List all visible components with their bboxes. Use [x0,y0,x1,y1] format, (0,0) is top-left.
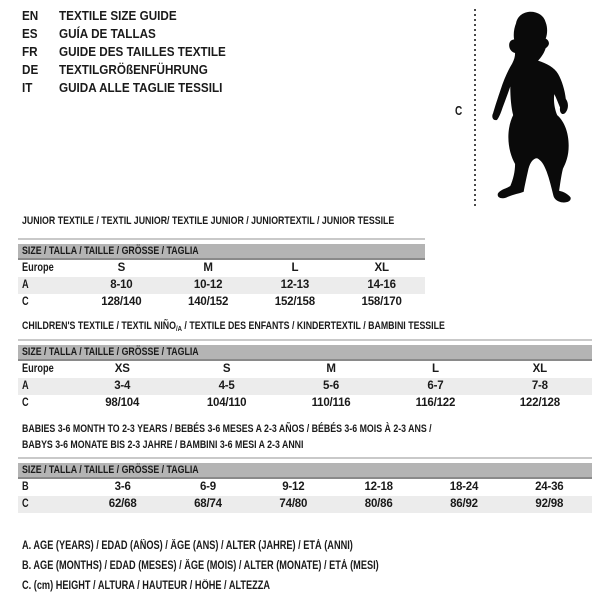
size-cell: L [432,363,439,375]
size-cell: 3-6 [114,481,131,493]
language-code: EN [22,8,39,23]
children-section-title-text [22,318,445,337]
size-cell: M [326,363,336,375]
table-header-band [18,463,592,479]
footnote-text: C. (cm) HEIGHT / ALTURA / HAUTEUR / HÖHE / ALTEZZA [22,580,271,592]
size-cell: 152/158 [274,296,315,308]
row-label-text: C [22,498,29,510]
row-label [18,294,78,311]
row-label [18,260,78,277]
size-cell: 18-24 [449,481,479,493]
row-label [18,361,70,378]
size-cell: M [203,262,213,274]
table-rows [18,361,592,412]
size-cell: 9-12 [282,481,305,493]
size-cell: 68/74 [194,498,222,510]
row-label-text: A [22,380,29,392]
footnote-text: A. AGE (YEARS) / EDAD (AÑOS) / ÂGE (ANS) / ALTER (JAHRE) / ETÀ (ANNI) [22,540,353,552]
size-cell: 110/116 [311,397,351,409]
size-cell: 74/80 [279,498,308,510]
row-label [18,496,80,513]
size-cell: 6-7 [427,380,444,392]
row-label-text: C [22,397,29,409]
babies-size-table [18,457,592,513]
row-label-text: Europe [22,363,54,375]
row-label [18,277,78,294]
language-text: TEXTILE SIZE GUIDE [59,8,177,23]
table-top-divider [18,238,425,240]
table-row [18,277,425,294]
language-row [22,43,244,61]
size-cell: 10-12 [193,279,223,291]
size-cell: L [291,262,299,274]
size-cell: 4-5 [218,380,235,392]
size-cell: 24-36 [535,481,564,493]
table-row [18,260,425,277]
table-row [18,395,592,412]
size-cell: 5-6 [323,380,340,392]
babies-title-line1: BABIES 3-6 MONTH TO 2-3 YEARS / BEBÉS 3-6 MESES A 2-3 AÑOS / BÉBÉS 3-6 MOIS À 2-3 ANS / [22,423,432,435]
language-list [22,7,244,97]
size-cell: 7-8 [531,380,548,392]
table-top-divider [18,339,592,341]
size-cell: S [222,363,231,375]
language-row [22,79,244,97]
height-measure-label-text: C [455,104,463,118]
row-label-text: Europe [22,262,54,274]
row-label-text: A [22,279,29,291]
table-header-band [18,244,425,260]
language-text: GUÍA DE TALLAS [59,26,156,41]
size-cell: 62/68 [108,498,137,510]
language-text: TEXTILGRÖßENFÜHRUNG [59,62,208,77]
footnote [22,556,468,576]
junior-section-title [22,213,487,229]
babies-title-line2: BABYS 3-6 MONATE BIS 2-3 JAHRE / BAMBINI 3-6 MESI A 2-3 ANNI [22,439,304,451]
table-header-band [18,345,592,361]
row-label [18,479,80,496]
table-row [18,294,425,311]
size-cell: XL [374,262,389,274]
size-cell: 80/86 [364,498,393,510]
table-row [18,361,592,378]
size-cell: 12-18 [364,481,393,493]
height-measure-label [455,104,464,118]
row-label [18,378,70,395]
row-label-text: C [22,296,29,308]
size-cell: 98/104 [105,397,140,409]
row-label-text: B [22,481,29,493]
language-row [22,25,244,43]
language-row [22,7,244,25]
size-cell: 104/110 [206,397,247,409]
size-cell: 8-10 [110,279,133,291]
table-row [18,496,592,513]
children-title-suffix: / TEXTILE DES ENFANTS / KINDERTEXTIL / BAMBINI TESSILE [181,320,445,332]
table-row [18,378,592,395]
children-title-subscript: /A [175,324,182,333]
size-cell: 6-9 [199,481,216,493]
size-cell: 140/152 [188,296,229,308]
size-cell: XS [114,363,130,375]
language-code: ES [22,26,38,41]
footnote-text: B. AGE (MONTHS) / EDAD (MESES) / ÂGE (MOIS) / ALTER (MONATE) / ETÀ (MESI) [22,560,379,572]
language-row [22,61,244,79]
footnotes [22,536,468,596]
babies-section-title [22,421,534,453]
table-top-divider [18,457,592,459]
table-row [18,479,592,496]
size-cell: 122/128 [519,397,560,409]
row-label [18,395,70,412]
size-cell: XL [532,363,547,375]
children-title-prefix: CHILDREN'S TEXTILE / TEXTIL NIÑO [22,320,176,332]
size-cell: 128/140 [101,296,142,308]
table-rows [18,260,425,311]
size-cell: S [117,262,126,274]
baby-silhouette-icon [486,7,592,208]
table-rows [18,479,592,513]
table-header-band-label: SIZE / TALLA / TAILLE / GRÖSSE / TAGLIA [22,464,199,476]
children-section-title [22,318,551,337]
size-cell: 12-13 [280,279,310,291]
junior-size-table [18,238,425,311]
size-cell: 14-16 [367,279,396,291]
children-size-table [18,339,592,412]
junior-section-title-text: JUNIOR TEXTILE / TEXTIL JUNIOR/ TEXTILE JUNIOR / JUNIORTEXTIL / JUNIOR TESSILE [22,215,395,227]
size-cell: 3-4 [114,380,131,392]
table-header-band-label: SIZE / TALLA / TAILLE / GRÖSSE / TAGLIA [22,245,199,257]
language-text: GUIDA ALLE TAGLIE TESSILI [59,80,223,95]
size-cell: 116/122 [415,397,456,409]
language-code: FR [22,44,38,59]
language-text: GUIDE DES TAILLES TEXTILE [59,44,226,59]
footnote [22,576,468,596]
language-code: IT [22,80,33,95]
footnote [22,536,468,556]
size-cell: 86/92 [450,498,478,510]
height-measure-line [474,9,476,207]
size-cell: 92/98 [535,498,564,510]
table-header-band-label: SIZE / TALLA / TAILLE / GRÖSSE / TAGLIA [22,346,199,358]
language-code: DE [22,62,39,77]
size-cell: 158/170 [361,296,402,308]
